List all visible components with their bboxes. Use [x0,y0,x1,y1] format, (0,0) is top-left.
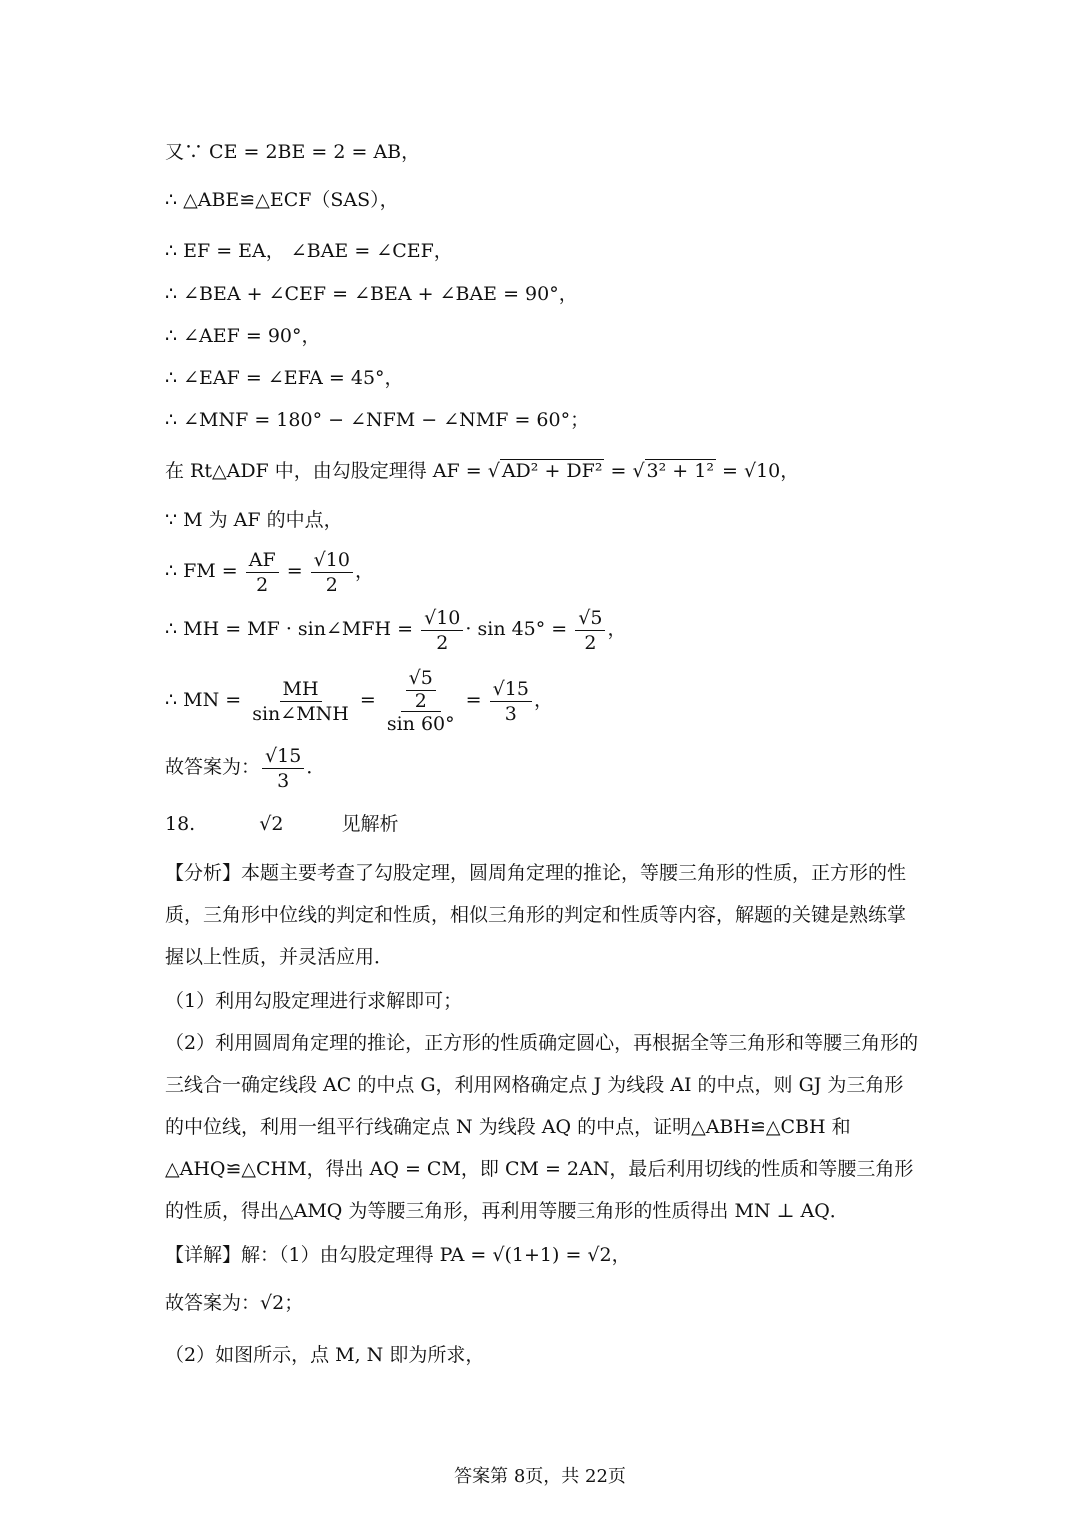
sqrt-1: √ AD² + DF² [487,460,603,482]
line-12-pre: ∴ MN = [165,689,248,711]
denominator: 3 [277,769,290,792]
answer-line: 故答案为：√2； [165,1292,304,1314]
line-12-end: ， [533,689,553,711]
fraction [406,666,436,711]
line-10-end: ， [354,560,374,582]
denominator: 3 [504,702,517,725]
fraction [246,548,279,597]
numerator: √10 [311,548,353,573]
numerator: √5 [406,666,436,691]
denominator: 2 [256,573,269,596]
line-8-mid: = [604,460,633,482]
analysis-paragraph: 【分析】本题主要考查了勾股定理，圆周角定理的推论，等腰三角形的性质，正方形的性质，三角形中位线的判定和性质，相似三角形的判定和性质等内容，解题的关键是熟练掌握以上性质，并灵活应用． [165,862,907,968]
denominator: 2 [436,631,449,654]
denominator: 2 [325,573,338,596]
line-8 [165,457,799,485]
fraction [575,606,605,655]
fraction [421,606,463,655]
numerator: √15 [262,744,304,769]
fraction [490,677,532,726]
compound-fraction [384,666,458,736]
fraction [249,677,352,726]
line-10: ∴ FM = $\frac{AF}{2}$ = $\frac{√10}{2}$ ， [165,548,374,596]
numerator: √15 [490,677,532,702]
line-10-pre: ∴ FM = [165,560,244,582]
question-18-header [165,810,399,838]
line-6: ∴ ∠EAF = ∠EFA = 45°， [165,367,404,389]
denominator: sin∠MNH [252,702,349,725]
line-11-end: ， [607,618,627,640]
line-3: ∴ EF = EA， ∠BAE = ∠CEF， [165,240,453,262]
line-11-mid: · sin 45° = [465,618,574,640]
page-footer: 答案第 8页，共 22页 [454,1466,626,1487]
line-5: ∴ ∠AEF = 90°， [165,325,321,347]
fraction [311,548,353,597]
sqrt-2: √ 3² + 1² [632,460,714,482]
radicand-1: AD² + DF² [501,460,603,482]
denominator: sin 60° [386,713,455,735]
line-13-end: ． [306,756,326,778]
denominator: 2 [414,690,427,712]
line-11-pre: ∴ MH = MF · sin∠MFH = [165,618,420,640]
line-7: ∴ ∠MNF = 180° − ∠NFM − ∠NMF = 60°； [165,409,590,431]
line-8-pre: 在 Rt△ADF 中，由勾股定理得 AF = [165,460,488,482]
numerator: √5 [575,606,605,631]
part-2-line: （2）如图所示，点 M, N 即为所求， [165,1344,485,1366]
question-answer: √2 [259,813,284,835]
numerator [401,666,441,712]
question-note: 见解析 [341,813,399,835]
numerator: √10 [421,606,463,631]
hint-2: （2）利用圆周角定理的推论，正方形的性质确定圆心，再根据全等三角形和等腰三角形的三线合一确定线段 AC 的中点 G，利用网格确定点 J 为线段 AI 的中点，则 GJ 为三角形的中位线，利用一组平行线确定点 N 为线段 AQ 的中点，证明△ABH≌△CBH 和△AHQ≌△CHM，得出 AQ = CM，即 CM = 2AN，最后利用切线的性质和等腰三角形的性质，得出△AMQ 为等腰三角形，再利用等腰三角形的性质得出 MN ⊥ AQ． [165,1032,919,1222]
line-11 [165,602,626,656]
numerator: MH [280,677,322,702]
denominator: 2 [584,631,597,654]
line-9: ∵ M 为 AF 的中点， [165,509,343,531]
line-8-end: = √10， [715,460,800,482]
line-2: ∴ △ABE≌△ECF（SAS）， [165,189,399,211]
fraction [262,744,304,793]
question-number: 18. [165,813,196,835]
numerator: AF [246,548,279,573]
line-1: 又∵ CE = 2BE = 2 = AB， [165,141,421,163]
radicand-2: 3² + 1² [646,460,714,482]
line-4: ∴ ∠BEA + ∠CEF = ∠BEA + ∠BAE = 90°， [165,283,578,305]
line-12: ∴ MN = $\frac{MH}{\text{sin∠MNH}}$ = $\frac{\frac{√5}{2}}{\sin 60^\circ}$ = $\frac{√15}{3}$ ， [165,667,553,735]
hint-1: （1）利用勾股定理进行求解即可； [165,990,463,1012]
detail-line: 【详解】解：（1）由勾股定理得 PA = √(1+1) = √2， [165,1244,631,1266]
line-13-pre: 故答案为： [165,756,261,778]
line-13 [165,740,325,794]
